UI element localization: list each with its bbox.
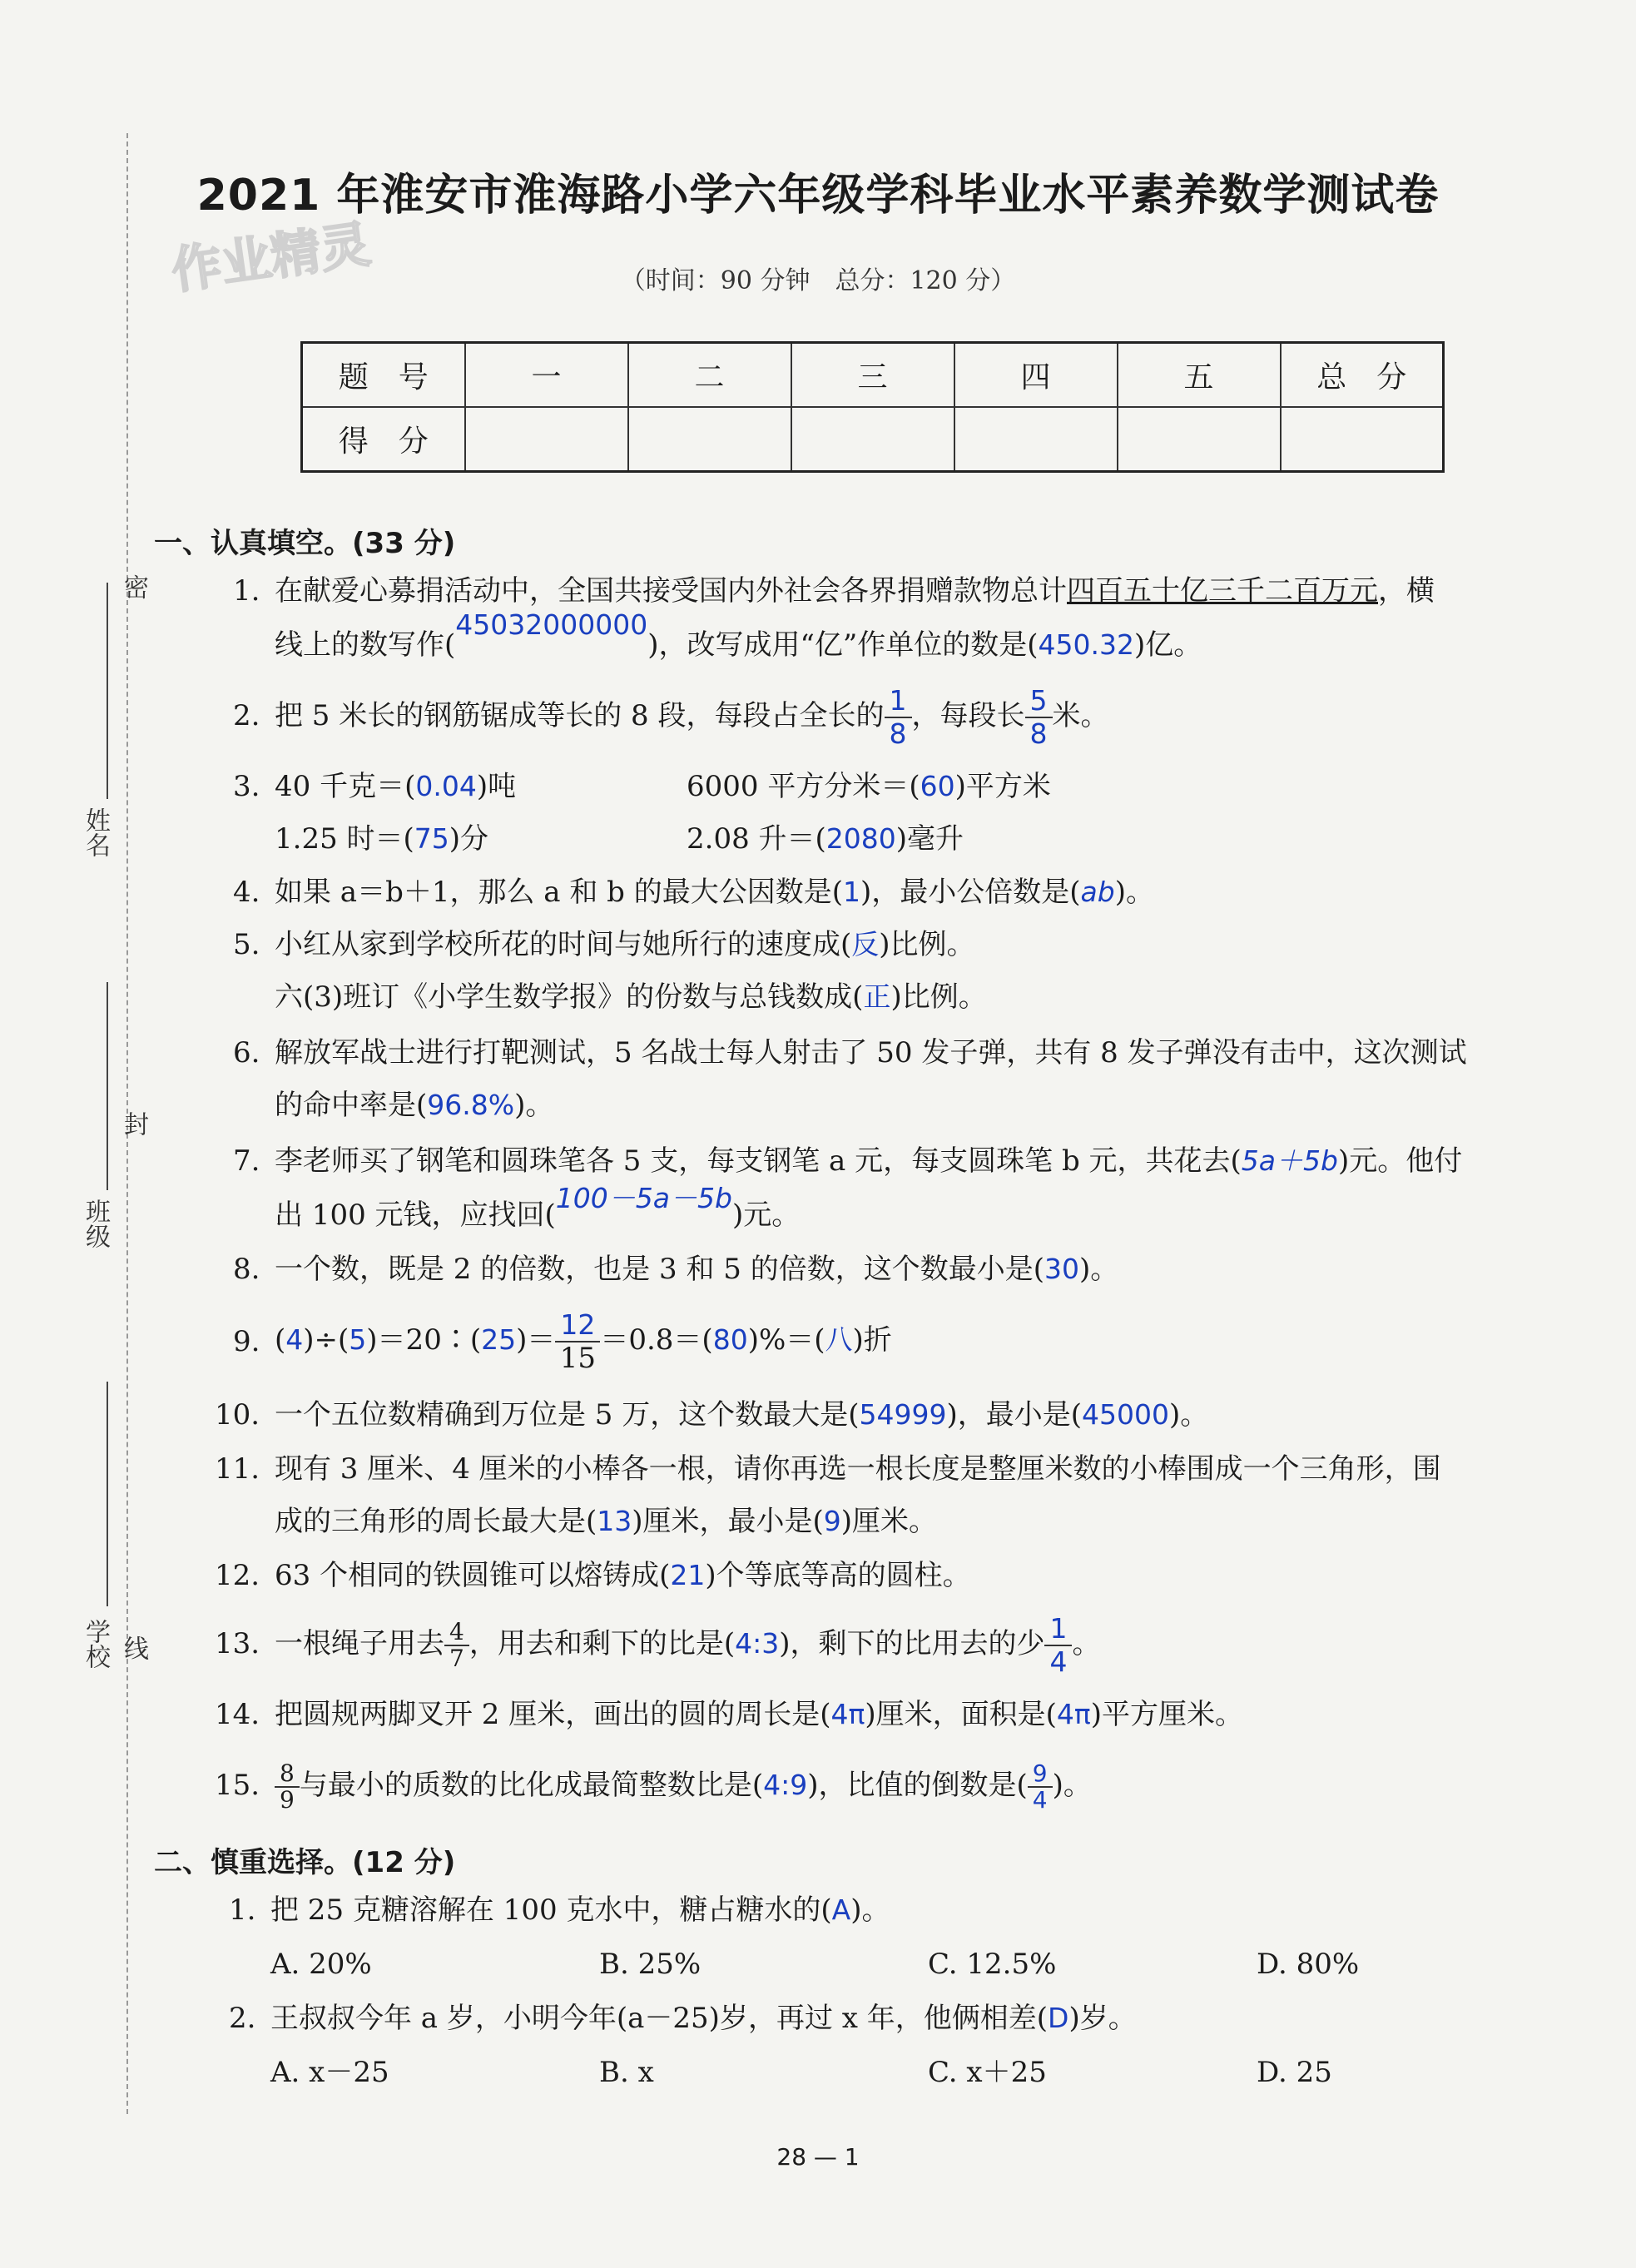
q3-d-text: 2.08 升＝( xyxy=(687,822,826,856)
q1-line1 xyxy=(275,574,1435,608)
q8-line xyxy=(275,1253,1118,1286)
q9-text-b: )÷( xyxy=(303,1323,350,1357)
q9-line xyxy=(275,1303,892,1377)
s2-q2-answer: D xyxy=(1048,2002,1069,2034)
q9-numerator: 12 xyxy=(555,1309,600,1342)
q10-text-b: )，最小是( xyxy=(946,1398,1083,1432)
q11-number: 11. xyxy=(215,1452,260,1486)
q9-answer-1: 4 xyxy=(285,1323,304,1356)
q10-answer-min: 45000 xyxy=(1082,1398,1170,1431)
score-table-value-row xyxy=(302,407,1444,472)
q13-numerator: 4 xyxy=(444,1620,469,1646)
q14-answer-circumference: 4π xyxy=(830,1698,865,1730)
q13-text-c: )，剩下的比用去的少 xyxy=(779,1627,1045,1660)
q9-answer-3: 25 xyxy=(481,1323,517,1356)
q5-line2 xyxy=(275,980,987,1014)
q12-text-b: )个等底等高的圆柱。 xyxy=(705,1559,971,1592)
score-blank xyxy=(628,407,791,472)
q7-text-c: 出 100 元钱，应找回( xyxy=(275,1199,556,1232)
score-blank xyxy=(1281,407,1444,472)
q4-line xyxy=(275,876,1154,909)
s2-q1-option-c: C. 12.5% xyxy=(928,1948,1057,1981)
page-number: 28 — 1 xyxy=(776,2143,860,2171)
q8-answer: 30 xyxy=(1044,1253,1080,1285)
q12-line xyxy=(275,1559,971,1592)
q9-text-c: )＝20∶( xyxy=(366,1323,482,1357)
q1-line2 xyxy=(275,608,1202,662)
q11-answer-max: 13 xyxy=(597,1505,632,1537)
q4-answer-lcm: ab xyxy=(1080,876,1115,908)
q7-answer-1: 5a＋5b xyxy=(1241,1144,1338,1177)
score-blank xyxy=(1118,407,1281,472)
s2-q2-number: 2. xyxy=(229,2002,256,2035)
q7-line2 xyxy=(275,1182,801,1232)
school-blank-line xyxy=(107,1382,108,1606)
score-cell: 得 分 xyxy=(302,407,465,472)
q12-answer: 21 xyxy=(670,1559,706,1591)
q14-text-c: )平方厘米。 xyxy=(1090,1698,1244,1731)
q14-text-b: )厘米，面积是( xyxy=(865,1698,1057,1731)
s2-q1-option-d: D. 80% xyxy=(1257,1948,1360,1981)
score-cell: 四 xyxy=(954,343,1118,408)
q14-number: 14. xyxy=(215,1698,260,1731)
q13-answer-numerator: 1 xyxy=(1044,1613,1072,1646)
s2-q2-option-b: B. x xyxy=(599,2056,654,2089)
q15-number: 15. xyxy=(215,1769,260,1802)
s2-q2-option-a: A. x－25 xyxy=(270,2056,389,2089)
score-blank xyxy=(791,407,954,472)
q8-text-b: )。 xyxy=(1079,1253,1119,1286)
q10-text-a: 一个五位数精确到万位是 5 万，这个数最大是( xyxy=(275,1398,860,1432)
q1-text-e: )亿。 xyxy=(1133,628,1202,662)
margin-label-name: 姓名 xyxy=(81,807,110,857)
q13-text-d: 。 xyxy=(1072,1627,1101,1660)
q6-line1: 解放军战士进行打靶测试，5 名战士每人射击了 50 发子弹，共有 8 发子弹没有击中，这次测试 xyxy=(275,1036,1467,1069)
q8-number: 8. xyxy=(233,1253,260,1286)
q2-line xyxy=(275,678,1109,753)
q3-number: 3. xyxy=(233,770,260,803)
q5-text-d: )比例。 xyxy=(890,980,987,1014)
q10-line xyxy=(275,1398,1208,1432)
q9-answer-4: 80 xyxy=(712,1323,748,1356)
s2-q2-line xyxy=(270,2002,1137,2035)
q10-text-c: )。 xyxy=(1169,1398,1209,1432)
q15-answer-ratio: 4:9 xyxy=(763,1769,808,1801)
q15-line xyxy=(275,1748,1092,1823)
q14-text-a: 把圆规两脚叉开 2 厘米，画出的圆的周长是( xyxy=(275,1698,831,1731)
q9-text-f: )%＝( xyxy=(747,1323,825,1357)
score-cell: 题 号 xyxy=(302,343,465,408)
section2-heading: 二、慎重选择。(12 分) xyxy=(154,1846,456,1879)
q3-c xyxy=(275,822,488,856)
s2-q1-answer: A xyxy=(831,1893,851,1926)
name-blank-line xyxy=(107,583,108,799)
q11-text-b: 成的三角形的周长最大是( xyxy=(275,1505,597,1538)
q5-answer-2: 正 xyxy=(863,980,891,1013)
q1-answer-yi: 450.32 xyxy=(1038,628,1134,661)
q9-number: 9. xyxy=(233,1325,260,1358)
q9-text-e: ＝0.8＝( xyxy=(600,1323,713,1357)
q4-text-c: )。 xyxy=(1114,876,1154,909)
s2-q1-text-a: 把 25 克糖溶解在 100 克水中，糖占糖水的( xyxy=(270,1893,832,1927)
q2-fraction-2 xyxy=(1025,685,1053,750)
page-title: 2021 年淮安市淮海路小学六年级学科毕业水平素养数学测试卷 xyxy=(196,171,1440,221)
q2-fraction-1 xyxy=(885,685,912,750)
q9-denominator: 15 xyxy=(559,1342,596,1375)
score-table xyxy=(300,341,1445,473)
q2-f1-denominator: 8 xyxy=(889,717,907,750)
q15-answer-denominator: 4 xyxy=(1032,1786,1048,1814)
q5-text-a: 小红从家到学校所花的时间与她所行的速度成( xyxy=(275,928,852,961)
q2-text-c: 米。 xyxy=(1052,699,1109,732)
q1-underlined: 四百五十亿三千二百万元 xyxy=(1067,574,1378,608)
q2-f1-numerator: 1 xyxy=(885,685,912,718)
q3-c-unit: )分 xyxy=(449,822,489,856)
q9-answer-2: 5 xyxy=(349,1323,367,1356)
q4-answer-gcd: 1 xyxy=(843,876,861,908)
s2-q2-option-d: D. 25 xyxy=(1257,2056,1332,2089)
q2-f2-denominator: 8 xyxy=(1029,717,1048,750)
q2-text-b: ，每段长 xyxy=(911,699,1025,732)
q9-answer-5: 八 xyxy=(825,1323,853,1356)
s2-q1-text-b: )。 xyxy=(850,1893,890,1927)
q1-number: 1. xyxy=(233,574,260,608)
q11-answer-min: 9 xyxy=(823,1505,841,1537)
q7-line1 xyxy=(275,1144,1462,1178)
q3-c-text: 1.25 时＝( xyxy=(275,822,414,856)
s2-q1-option-b: B. 25% xyxy=(599,1948,701,1981)
q5-line1 xyxy=(275,928,975,961)
q3-d-answer: 2080 xyxy=(825,822,896,855)
q15-answer-fraction xyxy=(1028,1761,1053,1813)
q3-c-answer: 75 xyxy=(414,822,449,855)
q1-text-a: 在献爱心募捐活动中，全国共接受国内外社会各界捐赠款物总计 xyxy=(275,574,1067,608)
q8-text-a: 一个数，既是 2 的倍数，也是 3 和 5 的倍数，这个数最小是( xyxy=(275,1253,1045,1286)
q13-text-b: ，用去和剩下的比是( xyxy=(468,1627,736,1660)
q3-b-text: 6000 平方分米＝( xyxy=(687,770,920,803)
score-cell: 五 xyxy=(1118,343,1281,408)
q1-text-d: )，改写成用“亿”作单位的数是( xyxy=(647,628,1039,662)
q14-answer-area: 4π xyxy=(1056,1698,1091,1730)
q9-text-d: )＝ xyxy=(516,1323,556,1357)
score-table-header-row xyxy=(302,343,1444,408)
q3-a-answer: 0.04 xyxy=(415,770,477,802)
q6-line2 xyxy=(275,1089,553,1122)
q13-number: 13. xyxy=(215,1627,260,1660)
q13-text-a: 一根绳子用去 xyxy=(275,1627,444,1660)
q15-text-a: 与最小的质数的比化成最简整数比是( xyxy=(299,1769,764,1802)
q3-d xyxy=(687,822,964,856)
q11-text-c: )厘米，最小是( xyxy=(632,1505,824,1538)
q3-b-answer: 60 xyxy=(920,770,955,802)
q11-text-d: )厘米。 xyxy=(840,1505,938,1538)
q1-text-c: 线上的数写作( xyxy=(275,628,456,662)
q4-number: 4. xyxy=(233,876,260,909)
q13-answer-denominator: 4 xyxy=(1049,1645,1068,1678)
q3-b-unit: )平方米 xyxy=(954,770,1051,803)
section1-heading: 一、认真填空。(33 分) xyxy=(154,527,456,560)
q2-text-a: 把 5 米长的钢筋锯成等长的 8 段，每段占全长的 xyxy=(275,699,885,732)
q11-line1: 现有 3 厘米、4 厘米的小棒各一根，请你再选一根长度是整厘米数的小棒围成一个三角形，围 xyxy=(275,1452,1441,1486)
q5-text-b: )比例。 xyxy=(879,928,975,961)
q7-text-b: )元。他付 xyxy=(1337,1144,1463,1178)
margin-label-xian: 线 xyxy=(119,1635,148,1660)
q11-line2 xyxy=(275,1505,937,1538)
margin-label-feng: 封 xyxy=(119,1111,148,1136)
q7-text-a: 李老师买了钢笔和圆珠笔各 5 支，每支钢笔 a 元，每支圆珠笔 b 元，共花去( xyxy=(275,1144,1242,1178)
q2-f2-numerator: 5 xyxy=(1025,685,1053,718)
q10-number: 10. xyxy=(215,1398,260,1432)
q9-fraction xyxy=(555,1309,600,1374)
q13-answer-fraction xyxy=(1044,1613,1072,1678)
s2-q2-text-b: )岁。 xyxy=(1068,2002,1137,2035)
q9-text-g: )折 xyxy=(852,1323,892,1357)
margin-label-class: 班级 xyxy=(81,1199,110,1248)
q3-a xyxy=(275,770,516,803)
margin-label-mi: 密 xyxy=(119,574,148,599)
score-cell: 总 分 xyxy=(1281,343,1444,408)
margin-label-school: 学校 xyxy=(81,1619,110,1669)
q5-answer-1: 反 xyxy=(851,928,880,960)
q6-text-c: )。 xyxy=(514,1089,554,1122)
q13-line xyxy=(275,1606,1100,1681)
q5-text-c: 六(3)班订《小学生数学报》的份数与总钱数成( xyxy=(275,980,864,1014)
s2-q2-text-a: 王叔叔今年 a 岁，小明今年(a－25)岁，再过 x 年，他俩相差( xyxy=(270,2002,1049,2035)
q15-text-b: )，比值的倒数是( xyxy=(807,1769,1028,1802)
q15-fraction xyxy=(275,1761,300,1813)
s2-q1-line xyxy=(270,1893,890,1927)
q12-number: 12. xyxy=(215,1559,260,1592)
score-cell: 二 xyxy=(628,343,791,408)
q1-answer-number: 45032000000 xyxy=(455,608,648,641)
q9-text-a: ( xyxy=(275,1323,286,1357)
q1-text-b: ，横 xyxy=(1378,574,1435,608)
q15-denominator: 9 xyxy=(280,1786,295,1814)
q2-number: 2. xyxy=(233,699,260,732)
q3-a-text: 40 千克＝( xyxy=(275,770,416,803)
q14-line xyxy=(275,1698,1243,1731)
q12-text-a: 63 个相同的铁圆锥可以熔铸成( xyxy=(275,1559,671,1592)
q6-number: 6. xyxy=(233,1036,260,1069)
s2-q1-option-a: A. 20% xyxy=(270,1948,372,1981)
q13-answer-ratio: 4:3 xyxy=(735,1627,780,1660)
page-subtitle: （时间：90 分钟 总分：120 分） xyxy=(620,266,1016,295)
q13-denominator: 7 xyxy=(449,1645,464,1672)
score-blank xyxy=(465,407,628,472)
q6-answer: 96.8% xyxy=(427,1089,515,1121)
watermark-logo: 作业精灵 xyxy=(167,215,374,301)
q4-text-b: )，最小公倍数是( xyxy=(860,876,1081,909)
score-cell: 三 xyxy=(791,343,954,408)
s2-q1-number: 1. xyxy=(229,1893,256,1927)
q15-numerator: 8 xyxy=(275,1761,300,1788)
q10-answer-max: 54999 xyxy=(859,1398,947,1431)
class-blank-line xyxy=(107,982,108,1190)
s2-q2-option-c: C. x＋25 xyxy=(928,2056,1047,2089)
score-cell: 一 xyxy=(465,343,628,408)
q3-a-unit: )吨 xyxy=(476,770,517,803)
q7-text-d: )元。 xyxy=(731,1199,801,1232)
q13-fraction xyxy=(444,1620,469,1671)
score-blank xyxy=(954,407,1118,472)
q7-answer-2: 100－5a－5b xyxy=(555,1182,732,1214)
q6-text-b: 的命中率是( xyxy=(275,1089,428,1122)
q15-answer-numerator: 9 xyxy=(1028,1761,1053,1788)
q5-number: 5. xyxy=(233,928,260,961)
q3-d-unit: )毫升 xyxy=(895,822,964,856)
q3-b xyxy=(687,770,1051,803)
q4-text-a: 如果 a＝b＋1，那么 a 和 b 的最大公因数是( xyxy=(275,876,844,909)
q15-text-c: )。 xyxy=(1052,1769,1092,1802)
q7-number: 7. xyxy=(233,1144,260,1178)
